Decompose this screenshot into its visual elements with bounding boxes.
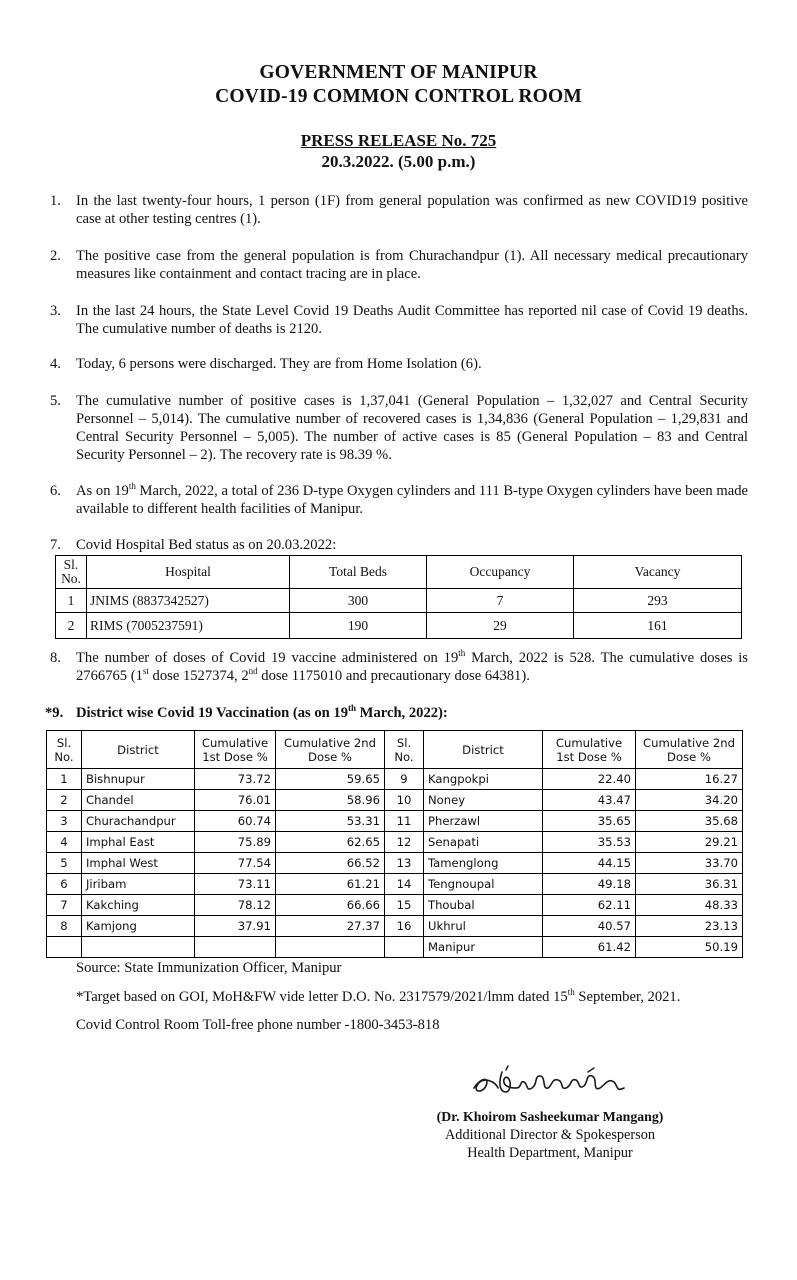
vacc-cell: Bishnupur (82, 769, 195, 790)
item-number: 3. (50, 303, 61, 319)
signature-image (468, 1062, 633, 1102)
superscript: th (567, 987, 575, 998)
bed-cell: 190 (290, 613, 427, 639)
vacc-cell: Pherzawl (424, 811, 543, 832)
vacc-cell: 4 (47, 832, 82, 853)
item-4-text: Today, 6 persons were discharged. They are from Home Isolation (6). (76, 356, 482, 372)
bed-header-cell: Hospital (87, 556, 290, 589)
vacc-cell: Tamenglong (424, 853, 543, 874)
tollfree-note: Covid Control Room Toll-free phone number -1800-3453-818 (76, 1017, 440, 1033)
vacc-cell: 44.15 (543, 853, 636, 874)
vacc-cell: 77.54 (195, 853, 276, 874)
vacc-cell: 58.96 (276, 790, 385, 811)
vacc-cell: 48.33 (636, 895, 743, 916)
vacc-cell: 16.27 (636, 769, 743, 790)
bed-cell: RIMS (7005237591) (87, 613, 290, 639)
vacc-cell: Imphal East (82, 832, 195, 853)
vacc-cell: 13 (385, 853, 424, 874)
vacc-cell: 22.40 (543, 769, 636, 790)
vacc-cell: 61.21 (276, 874, 385, 895)
vacc-cell: 33.70 (636, 853, 743, 874)
item-number: 2. (50, 248, 61, 264)
vacc-cell (82, 937, 195, 958)
vacc-cell: 66.66 (276, 895, 385, 916)
vacc-cell: 9 (385, 769, 424, 790)
vacc-cell: Manipur (424, 937, 543, 958)
bed-cell: 29 (427, 613, 574, 639)
item-number: 7. (50, 537, 61, 553)
vacc-cell: 15 (385, 895, 424, 916)
vacc-cell: 27.37 (276, 916, 385, 937)
item-number: *9. (45, 705, 64, 721)
table-row (47, 874, 743, 895)
vacc-header-cell: Cumulative 2nd Dose % (636, 731, 743, 769)
bed-cell: JNIMS (8837342527) (87, 589, 290, 613)
target-note (76, 988, 680, 1006)
target-note-part: September, 2021. (574, 989, 681, 1005)
hospital-bed-table (55, 555, 742, 639)
bed-cell: 7 (427, 589, 574, 613)
vacc-cell (195, 937, 276, 958)
vacc-header-cell: Sl. No. (385, 731, 424, 769)
vacc-header-cell: Cumulative 1st Dose % (195, 731, 276, 769)
item-number: 8. (50, 650, 61, 666)
control-room-heading: COVID-19 COMMON CONTROL ROOM (215, 86, 582, 107)
vacc-header-cell: District (82, 731, 195, 769)
bed-header-cell: Occupancy (427, 556, 574, 589)
bed-table-header-row (56, 556, 742, 589)
vacc-cell: Jiribam (82, 874, 195, 895)
vacc-cell: Kamjong (82, 916, 195, 937)
vacc-cell: 16 (385, 916, 424, 937)
vacc-cell: 35.65 (543, 811, 636, 832)
item-2-text: The positive case from the general population is from Churachandpur (1). All necessary medical precautionary measures like containment and contact tracing are in place. (76, 248, 748, 282)
item-9-part: March, 2022): (356, 705, 448, 721)
vacc-cell: Kangpokpi (424, 769, 543, 790)
item-9-part: District wise Covid 19 Vaccination (as on 19 (76, 705, 349, 721)
press-release-date: 20.3.2022. (5.00 p.m.) (321, 152, 476, 171)
item-8-part: dose 1527374, 2 (148, 668, 249, 684)
vacc-cell: 62.65 (276, 832, 385, 853)
table-row (56, 589, 742, 613)
vacc-cell: Kakching (82, 895, 195, 916)
vacc-header-cell: Cumulative 1st Dose % (543, 731, 636, 769)
vacc-cell: 23.13 (636, 916, 743, 937)
item-3-text: In the last 24 hours, the State Level Covid 19 Deaths Audit Committee has reported nil case of Covid 19 deaths. The cumulative number of deaths is 2120. (76, 303, 748, 337)
item-7-text: Covid Hospital Bed status as on 20.03.2022: (76, 537, 337, 553)
signatory-name: (Dr. Khoirom Sasheekumar Mangang) (436, 1109, 664, 1124)
table-row (56, 613, 742, 639)
vacc-cell: 37.91 (195, 916, 276, 937)
item-8-text (76, 649, 748, 685)
item-number: 6. (50, 483, 61, 499)
vacc-cell (276, 937, 385, 958)
bed-cell: 2 (56, 613, 87, 639)
vacc-cell: Noney (424, 790, 543, 811)
item-number: 5. (50, 393, 61, 409)
vacc-cell: Churachandpur (82, 811, 195, 832)
vacc-cell: 36.31 (636, 874, 743, 895)
vacc-header-cell: Sl. No. (47, 731, 82, 769)
government-heading: GOVERNMENT OF MANIPUR (259, 62, 538, 83)
vacc-cell: Chandel (82, 790, 195, 811)
signatory-department: Health Department, Manipur (467, 1145, 633, 1161)
vacc-cell: 5 (47, 853, 82, 874)
table-row (47, 916, 743, 937)
vacc-cell: 29.21 (636, 832, 743, 853)
table-row (47, 790, 743, 811)
superscript: st (142, 666, 149, 677)
vacc-cell: 35.68 (636, 811, 743, 832)
vacc-cell: 61.42 (543, 937, 636, 958)
vacc-cell: Tengnoupal (424, 874, 543, 895)
vacc-cell: 59.65 (276, 769, 385, 790)
table-row (47, 811, 743, 832)
superscript: th (458, 648, 466, 659)
table-row (47, 895, 743, 916)
vacc-cell: 3 (47, 811, 82, 832)
vacc-header-cell: Cumulative 2nd Dose % (276, 731, 385, 769)
table-row (47, 937, 743, 958)
vacc-cell: 10 (385, 790, 424, 811)
vacc-cell: 78.12 (195, 895, 276, 916)
vacc-cell: 34.20 (636, 790, 743, 811)
vacc-cell: 40.57 (543, 916, 636, 937)
vacc-table-body (47, 769, 743, 958)
item-number: 1. (50, 193, 61, 209)
vacc-cell: 12 (385, 832, 424, 853)
vacc-cell: 14 (385, 874, 424, 895)
table-row (47, 832, 743, 853)
superscript: th (348, 703, 357, 714)
item-number: 4. (50, 356, 61, 372)
item-9-heading (76, 704, 748, 722)
item-5-text: The cumulative number of positive cases is 1,37,041 (General Population – 1,32,027 and Central Security Personnel – 5,014). The cumulative number of recovered cases is 1,34,836 (General Population – 1,29,831 and Central Security Personnel – 5,005). The number of active cases is 85 (General Population – 83 and Central Security Personnel – 2). The recovery rate is 98.39 %. (76, 393, 748, 463)
vacc-cell: 1 (47, 769, 82, 790)
item-6-part: March, 2022, a total of 236 D-type Oxygen cylinders and 111 B-type Oxygen cylinders have been made available to different health facilities of Manipur. (76, 483, 748, 517)
press-release-number: PRESS RELEASE No. 725 (300, 131, 497, 150)
item-8-part: dose 1175010 and precautionary dose 64381). (257, 668, 530, 684)
vacc-cell: Imphal West (82, 853, 195, 874)
bed-header-cell: Vacancy (574, 556, 742, 589)
vacc-cell: 43.47 (543, 790, 636, 811)
signatory-title: Additional Director & Spokesperson (444, 1127, 656, 1143)
vacc-cell: 11 (385, 811, 424, 832)
source-note: Source: State Immunization Officer, Manipur (76, 960, 342, 976)
bed-header-cell: Sl. No. (56, 556, 87, 589)
vacc-cell: 75.89 (195, 832, 276, 853)
vacc-cell: 62.11 (543, 895, 636, 916)
item-6-text (76, 482, 748, 518)
item-8-part: The number of doses of Covid 19 vaccine administered on 19 (76, 650, 459, 666)
vacc-cell: 76.01 (195, 790, 276, 811)
vacc-cell (385, 937, 424, 958)
vacc-cell: 8 (47, 916, 82, 937)
superscript: th (128, 481, 136, 492)
vacc-cell: Ukhrul (424, 916, 543, 937)
vacc-cell: 35.53 (543, 832, 636, 853)
vacc-cell: 2 (47, 790, 82, 811)
vacc-cell: 66.52 (276, 853, 385, 874)
bed-cell: 293 (574, 589, 742, 613)
vacc-cell (47, 937, 82, 958)
table-row (47, 853, 743, 874)
item-1-text: In the last twenty-four hours, 1 person (1F) from general population was confirmed as new COVID19 positive case at other testing centres (1). (76, 193, 748, 227)
bed-header-cell: Total Beds (290, 556, 427, 589)
vacc-cell: 49.18 (543, 874, 636, 895)
vacc-cell: Senapati (424, 832, 543, 853)
district-vaccination-table (46, 730, 743, 958)
item-6-part: As on 19 (76, 483, 129, 499)
vacc-cell: 7 (47, 895, 82, 916)
table-row (47, 769, 743, 790)
vacc-cell: 73.72 (195, 769, 276, 790)
bed-cell: 1 (56, 589, 87, 613)
bed-cell: 300 (290, 589, 427, 613)
bed-cell: 161 (574, 613, 742, 639)
vacc-header-cell: District (424, 731, 543, 769)
vacc-cell: Thoubal (424, 895, 543, 916)
vacc-cell: 53.31 (276, 811, 385, 832)
vacc-cell: 6 (47, 874, 82, 895)
vacc-table-header-row (47, 731, 743, 769)
vacc-cell: 50.19 (636, 937, 743, 958)
superscript: nd (248, 666, 258, 677)
item-8-part: March, 2022 is 528. The cumulative doses is 2766765 (1 (76, 650, 748, 684)
target-note-part: *Target based on GOI, MoH&FW vide letter D.O. No. 2317579/2021/lmm dated 15 (76, 989, 568, 1005)
vacc-cell: 60.74 (195, 811, 276, 832)
vacc-cell: 73.11 (195, 874, 276, 895)
